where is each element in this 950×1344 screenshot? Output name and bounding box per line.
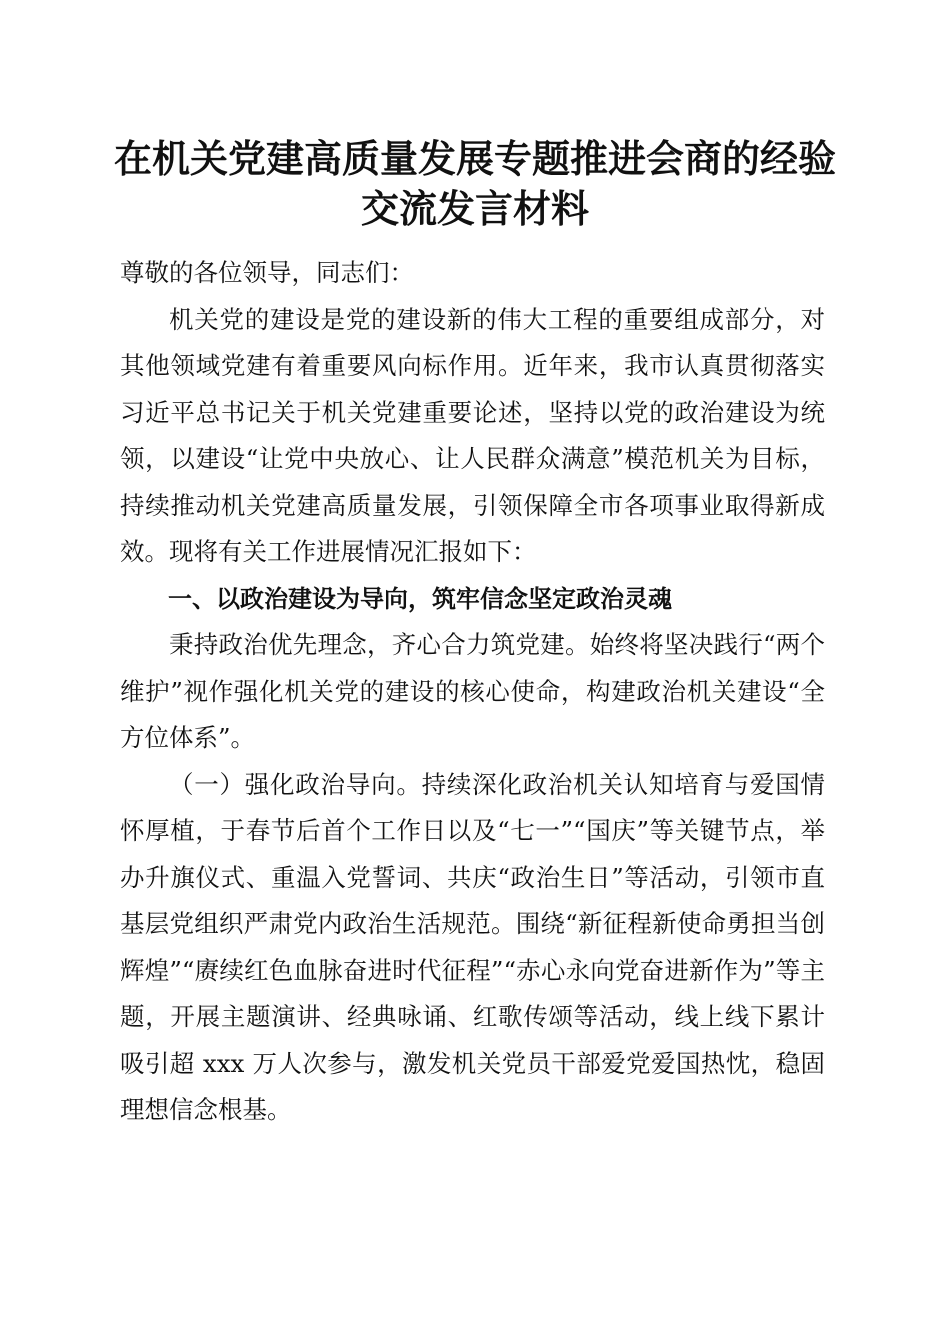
document-body [120,250,825,1134]
section-1-paragraph: 秉持政治优先理念，齐心合力筑党建。始终将坚决践行“两个维护”视作强化机关党的建设的核心使命，构建政治机关建设“全方位体系”。 [120,630,825,752]
intro-paragraph: 机关党的建设是党的建设新的伟大工程的重要组成部分，对其他领域党建有着重要风向标作用。近年来，我市认真贯彻落实习近平总书记关于机关党建重要论述，坚持以党的政治建设为统领，以建设“让党中央放心、让人民群众满意”模范机关为目标，持续推动机关党建高质量发展，引领保障全市各项事业取得新成效。现将有关工作进展情况汇报如下： [120,304,825,566]
subsection-1-paragraph: （一）强化政治导向。持续深化政治机关认知培育与爱国情怀厚植，于春节后首个工作日以及“七一”“国庆”等关键节点，举办升旗仪式、重温入党誓词、共庆“政治生日”等活动，引领市直基层党组织严肃党内政治生活规范。围绕“新征程新使命勇担当创辉煌”“赓续红色血脉奋进时代征程”“赤心永向党奋进新作为”等主题，开展主题演讲、经典咏诵、红歌传颂等活动，线上线下累计吸引超 xxx 万人次参与，激发机关党员干部爱党爱国热忱，稳固理想信念根基。 [120,769,825,1124]
document-title: 在机关党建高质量发展专题推进会商的经验交流发言材料 [113,136,836,231]
salutation: 尊敬的各位领导，同志们： [120,258,414,287]
section-heading-1: 一、以政治建设为导向，筑牢信念坚定政治灵魂 [168,584,672,613]
